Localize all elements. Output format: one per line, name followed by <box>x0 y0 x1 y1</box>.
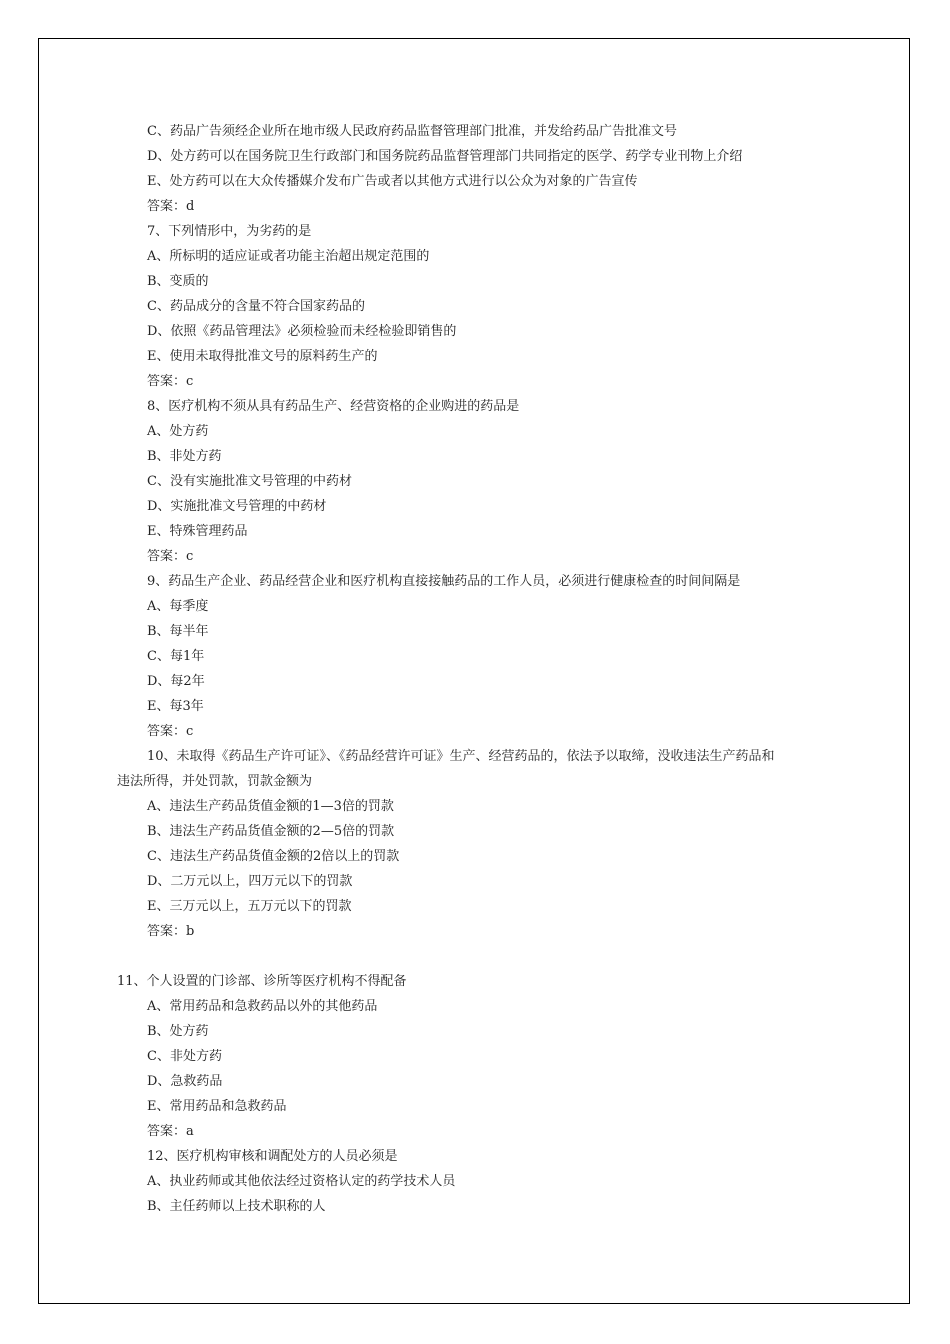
option-c: C、没有实施批准文号管理的中药材 <box>147 474 352 489</box>
answer: 答案：b <box>147 924 195 939</box>
option-c: C、药品广告须经企业所在地市级人民政府药品监督管理部门批准，并发给药品广告批准文号 <box>147 124 677 139</box>
option-c: C、违法生产药品货值金额的2倍以上的罚款 <box>147 849 400 864</box>
option-e: E、三万元以上，五万元以下的罚款 <box>147 899 352 914</box>
option-c: C、非处方药 <box>147 1049 222 1064</box>
answer: 答案：a <box>147 1124 194 1139</box>
option-c: C、药品成分的含量不符合国家药品的 <box>147 299 365 314</box>
option-b: B、变质的 <box>147 274 209 289</box>
option-d: D、二万元以上，四万元以下的罚款 <box>147 874 353 889</box>
answer: 答案：c <box>147 549 194 564</box>
option-a: A、每季度 <box>147 599 209 614</box>
question-10: 10、未取得《药品生产许可证》、《药品经营许可证》生产、经营药品的，依法予以取缔，没收违法生产药品和 <box>147 749 775 764</box>
option-b: B、处方药 <box>147 1024 209 1039</box>
question-12: 12、医疗机构审核和调配处方的人员必须是 <box>147 1149 398 1164</box>
option-a: A、违法生产药品货值金额的1—3倍的罚款 <box>147 799 394 814</box>
option-b: B、主任药师以上技术职称的人 <box>147 1199 326 1214</box>
option-e: E、处方药可以在大众传播媒介发布广告或者以其他方式进行以公众为对象的广告宣传 <box>147 174 638 189</box>
document-body <box>117 119 847 1219</box>
option-d: D、处方药可以在国务院卫生行政部门和国务院药品监督管理部门共同指定的医学、药学专业刊物上介绍 <box>147 149 743 164</box>
question-9: 9、药品生产企业、药品经营企业和医疗机构直接接触药品的工作人员，必须进行健康检查的时间间隔是 <box>147 574 741 589</box>
option-e: E、使用未取得批准文号的原料药生产的 <box>147 349 378 364</box>
answer: 答案：d <box>147 199 195 214</box>
blank-line <box>117 944 847 969</box>
question-10-continued: 违法所得，并处罚款，罚款金额为 <box>117 774 313 789</box>
option-a: A、处方药 <box>147 424 209 439</box>
option-e: E、每3年 <box>147 699 204 714</box>
option-d: D、每2年 <box>147 674 205 689</box>
question-8: 8、医疗机构不须从具有药品生产、经营资格的企业购进的药品是 <box>147 399 520 414</box>
question-7: 7、下列情形中，为劣药的是 <box>147 224 312 239</box>
option-b: B、违法生产药品货值金额的2—5倍的罚款 <box>147 824 395 839</box>
option-b: B、非处方药 <box>147 449 222 464</box>
option-c: C、每1年 <box>147 649 205 664</box>
answer: 答案：c <box>147 724 194 739</box>
option-a: A、执业药师或其他依法经过资格认定的药学技术人员 <box>147 1174 456 1189</box>
option-d: D、依照《药品管理法》必须检验而未经检验即销售的 <box>147 324 457 339</box>
option-d: D、急救药品 <box>147 1074 223 1089</box>
option-b: B、每半年 <box>147 624 209 639</box>
answer: 答案：c <box>147 374 194 389</box>
option-a: A、常用药品和急救药品以外的其他药品 <box>147 999 378 1014</box>
option-d: D、实施批准文号管理的中药材 <box>147 499 327 514</box>
option-e: E、常用药品和急救药品 <box>147 1099 287 1114</box>
option-e: E、特殊管理药品 <box>147 524 248 539</box>
question-11: 11、个人设置的门诊部、诊所等医疗机构不得配备 <box>117 974 407 989</box>
option-a: A、所标明的适应证或者功能主治超出规定范围的 <box>147 249 430 264</box>
